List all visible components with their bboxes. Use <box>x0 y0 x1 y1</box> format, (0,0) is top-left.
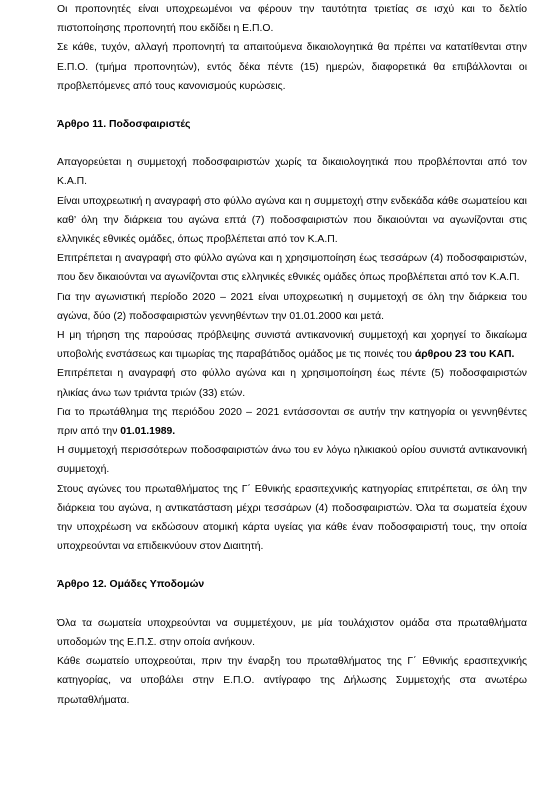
article-11-title: Άρθρο 11. Ποδοσφαιριστές <box>57 119 191 131</box>
spacer <box>57 595 527 614</box>
article-11-paragraph-7 <box>57 403 527 441</box>
coach-change-paragraph: Σε κάθε, τυχόν, αλλαγή προπονητή τα απαιτούμενα δικαιολογητικά θα πρέπει να κατατίθενται στην Ε.Π.Ο. (τμήμα προπονητών), εντός δέκα πέντε (15) ημερών, διαφορετικά θα επιβάλλονται οι προβλεπόμενες από τους κανονισμούς κυρώσεις. <box>57 42 527 92</box>
article-12-title: Άρθρο 12. Ομάδες Υποδομών <box>57 579 205 591</box>
spacer <box>57 96 527 115</box>
article-11-paragraph-5-text: Η μη τήρηση της παρούσας πρόβλεψης συνιστά αντικανονική συμμετοχή και χορηγεί το δικαίωμα υποβολής ενστάσεως και τιμωρίας της παραβάτιδος ομάδος με τις ποινές του <box>57 330 527 361</box>
article-11-paragraph-3: Επιτρέπεται η αναγραφή στο φύλλο αγώνα και η χρησιμοποίηση έως τεσσάρων (4) ποδοσφαιριστών, που δεν δικαιούνται να αγωνίζονται στις ελληνικές εθνικές ομάδες όπως προβλέπεται από τον Κ.Α.Π. <box>57 253 527 284</box>
coaches-id-paragraph: Οι προπονητές είναι υποχρεωμένοι να φέρουν την ταυτότητα τριετίας σε ισχύ και το δελτίο πιστοποίησης προπονητή που εκδίδει η Ε.Π.Ο. <box>57 4 527 35</box>
document-page <box>57 0 527 710</box>
article-11-paragraph-6: Επιτρέπεται η αναγραφή στο φύλλο αγώνα και η χρησιμοποίηση έως πέντε (5) ποδοσφαιριστών ηλικίας άνω των τριάντα τριών (33) ετών. <box>57 368 527 399</box>
spacer <box>57 134 527 153</box>
article-11-paragraph-1: Απαγορεύεται η συμμετοχή ποδοσφαιριστών χωρίς τα δικαιολογητικά που προβλέπονται από τον Κ.Α.Π. <box>57 157 527 188</box>
article-11-paragraph-8: Η συμμετοχή περισσότερων ποδοσφαιριστών άνω του εν λόγω ηλικιακού ορίου συνιστά αντικανονική συμμετοχή. <box>57 445 527 476</box>
article-11-paragraph-4: Για την αγωνιστική περίοδο 2020 – 2021 είναι υποχρεωτική η συμμετοχή σε όλη την διάρκεια του αγώνα, δύο (2) ποδοσφαιριστών γεννηθέντων την 01.01.2000 και μετά. <box>57 291 527 322</box>
article-11-paragraph-2: Είναι υποχρεωτική η αναγραφή στο φύλλο αγώνα και η συμμετοχή στην ενδεκάδα κάθε σωματείου και καθ’ όλη την διάρκεια του αγώνα επτά (7) ποδοσφαιριστών που δικαιούνται να αγωνίζονται στις ελληνικές εθνικές ομάδες, όπως προβλέπεται από τον Κ.Α.Π. <box>57 195 527 246</box>
spacer <box>57 556 527 575</box>
article-11-paragraph-5 <box>57 326 527 364</box>
article-11-paragraph-7-text: Για το πρωτάθλημα της περιόδου 2020 – 2021 εντάσσονται σε αυτήν την κατηγορία οι γεννηθέντες πριν από την <box>57 406 527 438</box>
article-12-paragraph-2: Κάθε σωματείο υποχρεούται, πριν την έναρξη του πρωταθλήματος της Γ΄ Εθνικής ερασιτεχνικής κατηγορίας, να υποβάλει στην Ε.Π.Ο. αντίγραφο της Δήλωσης Συμμετοχής στα ανωτέρω πρωταθλήματα. <box>57 656 527 706</box>
article-11-paragraph-5-bold: άρθρου 23 του ΚΑΠ. <box>414 349 515 361</box>
article-11-paragraph-7-bold: 01.01.1989. <box>120 426 176 438</box>
article-12-paragraph-1: Όλα τα σωματεία υποχρεούνται να συμμετέχουν, με μία τουλάχιστον ομάδα στα πρωταθλήματα υποδομών της Ε.Π.Σ. στην οποία ανήκουν. <box>57 617 527 648</box>
article-11-paragraph-9: Στους αγώνες του πρωταθλήματος της Γ΄ Εθνικής ερασιτεχνικής κατηγορίας επιτρέπεται, σε όλη την διάρκεια του αγώνα, η αντικατάσταση μέχρι τεσσάρων (4) ποδοσφαιριστών. Όλα τα σωματεία έχουν την υποχρέωση να εκδώσουν ατομική κάρτα υγείας για κάθε έναν ποδοσφαιριστή τους, την οποία υποχρεούνται να επιδεικνύουν στον Διαιτητή. <box>57 483 527 553</box>
